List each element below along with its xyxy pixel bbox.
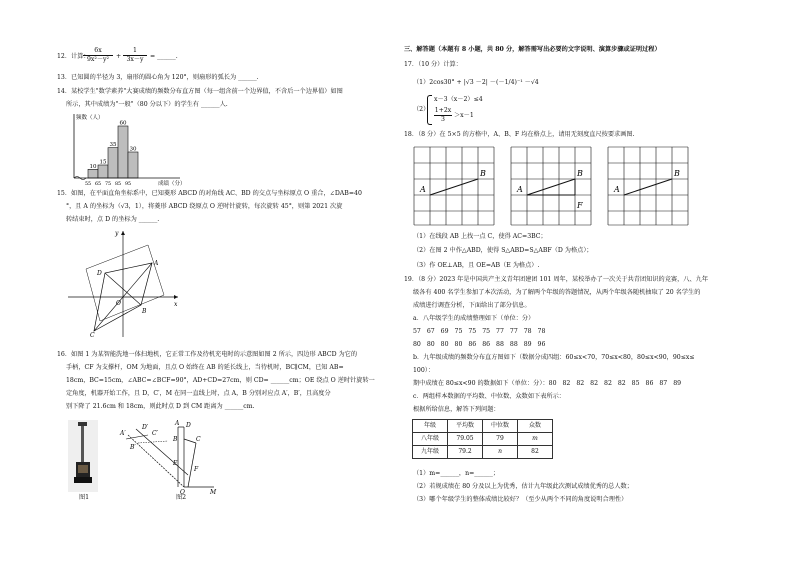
q17-text: 17．（10 分）计算： <box>404 61 462 68</box>
q16-line2: 手柄，CF 为支撑杆，OM 为地面，且点 O 始终在 AB 的延长线上，当待机时，BC∥CM，已知 AB= <box>66 364 344 371</box>
q19-stats-table <box>412 419 553 459</box>
hist-tick-label: 95 <box>124 182 132 187</box>
q17-ineq2-tail: ＞x－1 <box>454 112 474 119</box>
hist-tick-label: 65 <box>94 182 102 187</box>
hist-ylabel: 频数（人） <box>76 115 104 121</box>
fig2-label-d-prime: D′ <box>142 424 149 431</box>
hist-data-label: 30 <box>129 146 137 153</box>
hist-data-label: 15 <box>99 159 107 166</box>
q17-part2-label: （2） <box>413 106 430 113</box>
table-cell: 79.05 <box>448 433 483 446</box>
table-cell: 82 <box>518 446 553 459</box>
q19-grade8-data-row2: 80 80 80 80 86 86 88 88 89 96 <box>413 341 546 348</box>
q12-frac1-den: 9x²－y² <box>86 55 110 63</box>
q18-grid-3 <box>605 145 691 227</box>
q17-part1: （1）2cos30° + |√3 －2| －(－1/4)⁻¹ －√4 <box>413 79 539 86</box>
q14-histogram <box>60 110 190 190</box>
hist-tick-label: 75 <box>104 182 112 187</box>
hist-bar <box>128 152 138 178</box>
q19-part2: （2）若规成绩在 80 分及以上为优秀，估计九年级此次测试成绩优秀的总人数； <box>413 483 633 490</box>
q19-info-b2: 100）： <box>413 367 435 374</box>
table-header-row <box>413 420 553 433</box>
q17-ineq2-frac <box>434 107 452 124</box>
q12-frac1-num: 6x <box>83 47 113 56</box>
q19-info-a: a．八年级学生的成绩整理如下（单位：分） <box>413 315 535 322</box>
q15-line1: 15．如图，在平面直角坐标系中，已知菱形 ABCD 的对角线 AC、BD 的交点与坐标原点 O 重合，∠DAB=40 <box>57 190 362 197</box>
fig2-label-f: F <box>194 466 199 473</box>
table-cell: m <box>518 433 553 446</box>
q19-info-e: 根据所给信息，解答下列问题： <box>413 406 500 413</box>
hist-tick-label: 85 <box>114 182 122 187</box>
q12-frac2-den: 3x－y <box>126 55 144 63</box>
hist-data-label: 60 <box>119 120 127 127</box>
table-cell: 79 <box>483 433 518 446</box>
hist-bar <box>108 148 118 178</box>
table-row <box>413 433 553 446</box>
hist-data-label: 35 <box>109 142 117 149</box>
q12-plus: + <box>116 53 122 60</box>
table-header-cell: 众数 <box>518 420 553 433</box>
fig2-label-c: C <box>196 436 201 443</box>
fig15-label-a: A <box>154 260 159 267</box>
q16-figure2 <box>118 415 218 495</box>
fig2-label-a-prime: A′ <box>120 430 126 437</box>
q19-grade8-data-row1: 57 67 69 75 75 75 77 77 78 78 <box>413 328 546 335</box>
q16-line4: 定角度，机器开始工作，且 D，C′，M 在同一直线上时，点 A，B 分别对应点 A′，B′，且高度分 <box>66 390 331 397</box>
q12-fraction-2 <box>123 47 147 64</box>
hist-xlabel: 成绩（分） <box>158 181 186 187</box>
q12-tail: = ______. <box>150 53 178 60</box>
q16-line1: 16．如图 1 为某智能洗地一体扫地机，它正常工作及待机充电时的示意图如图 2 所示，四边形 ABCD 为它的 <box>57 351 358 358</box>
q15-line3: 转结束时，点 D 的坐标为 ______. <box>66 216 160 223</box>
fig2-label-d: D <box>186 422 191 429</box>
table-cell: 八年级 <box>413 433 448 446</box>
table-row <box>413 446 553 459</box>
fig15-label-y: y <box>115 230 119 237</box>
q18-g1-label-a: A <box>420 185 426 194</box>
q18-g2-label-a: A <box>517 185 523 194</box>
q15-line2: °，且 A 的坐标为（√3，1），将菱形 ABCD 绕原点 O 逆时针旋转，每次旋转 45°，则第 2021 次旋 <box>66 203 343 210</box>
table-header-cell: 中位数 <box>483 420 518 433</box>
q18-part3: （3）作 OE⊥AB，且 OE=AB（E 为格点）. <box>413 262 540 269</box>
q12-label: 12．计算： <box>57 53 90 60</box>
fig2-label-o: O <box>180 489 185 495</box>
q19-part1: （1）m=______，n=______； <box>413 470 500 477</box>
q19-grade9-80-90 <box>413 380 681 388</box>
fig2-label-e: E <box>173 460 178 467</box>
hist-bar <box>88 169 98 178</box>
q18-g2-label-f: F <box>577 201 583 210</box>
fig2-label-m: M <box>210 489 217 495</box>
q13-text: 13．已知圆的半径为 3，扇形的圆心角为 120°，则扇形的弧长为 ______. <box>57 74 259 81</box>
fig2-label-b-prime: B′ <box>130 444 136 451</box>
q17-ineq1: x－3（x－2）≤4 <box>434 96 483 103</box>
fig15-label-c: C <box>90 332 95 339</box>
fig15-label-o: O <box>116 300 121 307</box>
q19-line1: 19．（8 分）2023 年是中国共产主义青年团建团 101 周年，某校举办了一次关于共青团知识的竞赛，八、九年 <box>404 276 709 283</box>
q18-g1-label-b: B <box>480 169 486 178</box>
q19-part3: （3）哪个年级学生的整体成绩比较好？（至少从两个不同的角度说明合理性） <box>413 496 628 503</box>
hist-bar <box>98 165 108 178</box>
fig2-label-a: A <box>175 420 180 427</box>
q19-grade9-values: 80 82 82 82 82 82 85 86 87 89 <box>548 380 682 387</box>
q19-line2: 级各有 400 名学生参加了本次活动，为了解两个年级的答题情况，从两个年级各随机抽取了 20 名学生的 <box>413 289 701 296</box>
q16-figure1-photo <box>68 420 98 492</box>
q18-part1: （1）在线段 AB 上找一点 C，使得 AC=3BC； <box>413 233 547 240</box>
table-cell: n <box>483 446 518 459</box>
q16-line5: 别下降了 21.6cm 和 18cm，则此时点 D 到 CM 距离为 ______cm. <box>66 403 255 410</box>
fig2-caption: 图2 <box>176 494 187 501</box>
q17-frac-num: 1+2x <box>434 107 452 114</box>
q17-frac-den: 3 <box>441 115 445 123</box>
hist-data-label: 10 <box>89 163 97 170</box>
table-header-cell: 年级 <box>413 420 448 433</box>
hist-tick-label: 55 <box>84 182 92 187</box>
fig15-label-x: x <box>174 301 178 308</box>
q18-g3-label-b: B <box>674 169 680 178</box>
fig1-caption: 图1 <box>79 494 90 501</box>
q14-line1: 14．某校学生"数学素养"大赛成绩的频数分布直方图（每一组含前一个边界值，不含后一个边界值）如图 <box>57 88 343 95</box>
fig15-label-b: B <box>142 308 147 315</box>
q12-fraction-1 <box>83 47 113 64</box>
q18-part2: （2）在图 2 中作△ABD，使得 S△ABD=S△ABF（D 为格点）； <box>413 247 593 254</box>
table-cell: 九年级 <box>413 446 448 459</box>
q19-info-c: c．两组样本数据的平均数、中位数、众数如下表所示： <box>413 393 565 400</box>
section-heading: 三、解答题（本题有 8 小题，共 80 分，解答需写出必要的文字说明、演算步骤或证明过程） <box>404 46 661 53</box>
q18-grid-2 <box>508 145 594 227</box>
fig2-label-c-prime: C′ <box>152 430 158 437</box>
q12-frac2-num: 1 <box>123 47 147 56</box>
fig15-label-d: D <box>97 270 102 277</box>
q18-text: 18．（8 分）在 5×5 的方格中，A、B、F 均在格点上，请用无刻度直尺按要求画图. <box>404 131 635 138</box>
q19-info-b: b．九年级成绩的频数分布直方图如下（数据分成四组：60≤x<70，70≤x<80，80≤x<90，90≤x≤ <box>413 354 695 361</box>
hist-bar <box>118 126 128 178</box>
table-cell: 79.2 <box>448 446 483 459</box>
q18-g2-label-b: B <box>577 169 583 178</box>
q17-brace <box>427 95 432 125</box>
q18-grid-1 <box>411 145 497 227</box>
table-header-cell: 平均数 <box>448 420 483 433</box>
q19-grade9-prefix: 期中成绩在 80≤x<90 的数据如下（单位：分）： <box>413 380 549 387</box>
q14-line2: 所示，其中成绩为"一般"（80 分以下）的学生有 ______人. <box>66 101 228 108</box>
fig2-label-b: B <box>173 436 178 443</box>
q15-figure <box>60 225 190 340</box>
q16-line3: 18cm，BC=15cm，∠ABC=∠BCF=90°，AD+CD=27cm，则 CD= ______cm；OE 绕点 O 逆时针旋转一 <box>66 377 375 384</box>
q18-g3-label-a: A <box>614 185 620 194</box>
q19-line3: 成绩进行调查分析，下面给出了部分信息。 <box>413 302 531 309</box>
